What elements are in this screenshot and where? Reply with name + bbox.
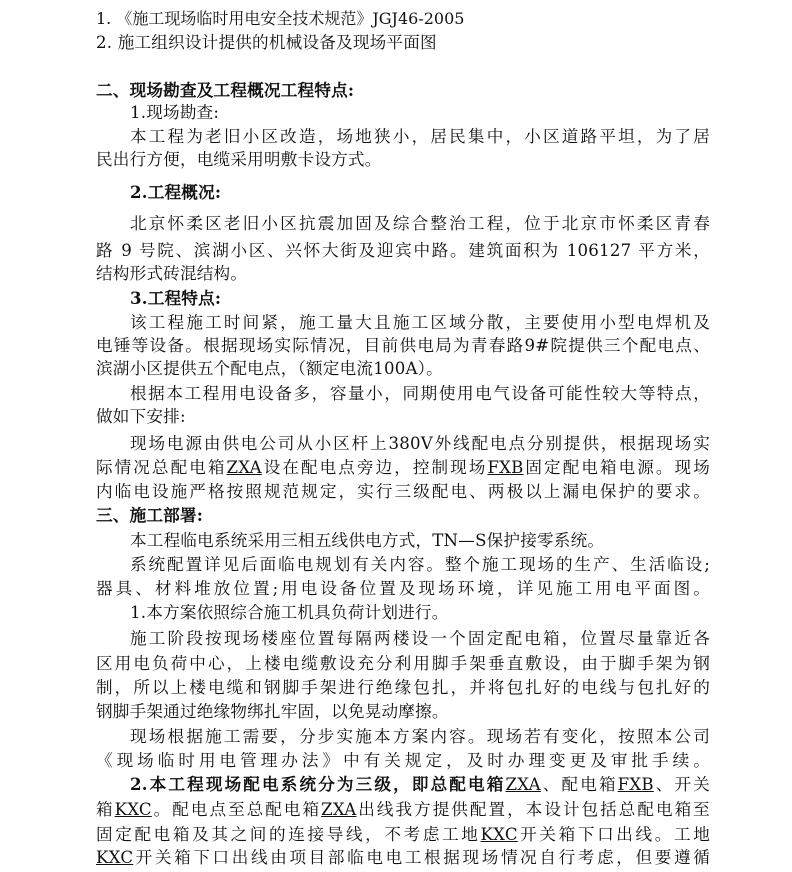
paragraph-line: 《现场临时用电管理办法》中有关规定，及时办理变更及审批手续。 (96, 751, 710, 770)
term-fxb: FXB (617, 775, 654, 794)
paragraph-line: 滨湖小区提供五个配电点，（额定电流100A）。 (96, 359, 443, 378)
subheading-overview: 2.工程概况: (130, 182, 222, 202)
reference-2: 2. 施工组织设计提供的机械设备及现场平面图 (96, 33, 437, 52)
subheading-features: 3.工程特点: (130, 288, 222, 308)
subheading-site-survey: 1.现场勘查: (130, 103, 220, 122)
paragraph-line: 钢脚手架通过绝缘物绑扎牢固，以免晃动摩擦。 (96, 702, 449, 721)
paragraph-line: 固定配电箱及其之间的连接导线，不考虑工地KXC开关箱下口出线。工地 (96, 825, 711, 844)
paragraph-line: 区用电负荷中心，上楼电缆敷设充分利用脚手架垂直敷设，由于脚手架为钢 (96, 654, 710, 673)
paragraph-line: 本工程为老旧小区改造，场地狭小，居民集中，小区道路平坦，为了居 (130, 127, 710, 146)
paragraph-line: 做如下安排: (96, 407, 186, 426)
term-zxa: ZXA (505, 775, 541, 794)
paragraph-line: 箱KXC。配电点至总配电箱ZXA出线我方提供配置，本设计包括总配电箱至 (96, 800, 710, 819)
paragraph-line: 系统配置详见后面临电规划有关内容。整个施工现场的生产、生活临设; (130, 555, 710, 574)
paragraph-line: 该工程施工时间紧，施工量大且施工区域分散，主要使用小型电焊机及 (130, 313, 710, 332)
paragraph-line: 北京怀柔区老旧小区抗震加固及综合整治工程，位于北京市怀柔区青春 (130, 214, 710, 233)
paragraph-line: 电锤等设备。根据现场实际情况，目前供电局为青春路9#院提供三个配电点、 (96, 336, 710, 355)
paragraph-line: KXC开关箱下口出线由项目部临电电工根据现场情况自行考虑，但要遵循 (96, 848, 710, 867)
term-zxa: ZXA (321, 800, 357, 819)
reference-1: 1. 《施工现场临时用电安全技术规范》JGJ46-2005 (96, 9, 465, 28)
paragraph-line: 施工阶段按现场楼座位置每隔两楼设一个固定配电箱，位置尽量靠近各 (130, 629, 710, 648)
paragraph-line: 结构形式砖混结构。 (96, 264, 248, 283)
paragraph-line: 本工程临电系统采用三相五线供电方式，TN—S保护接零系统。 (130, 531, 605, 550)
paragraph-line: 器具、材料堆放位置;用电设备位置及现场环境，详见施工用电平面图。 (96, 579, 710, 598)
section-heading-2: 二、现场勘查及工程概况工程特点: (96, 80, 355, 100)
term-fxb: FXB (487, 458, 524, 477)
paragraph-line: 现场根据施工需要，分步实施本方案内容。现场若有变化，按照本公司 (130, 727, 710, 746)
paragraph-line: 际情况总配电箱ZXA设在配电点旁边，控制现场FXB固定配电箱电源。现场 (96, 458, 710, 477)
section-heading-3: 三、施工部署: (96, 505, 204, 525)
term-zxa: ZXA (226, 458, 262, 477)
term-kxc: KXC (114, 800, 152, 819)
paragraph-line: 民出行方便，电缆采用明敷卡设方式。 (96, 150, 382, 169)
paragraph-line: 根据本工程用电设备多，容量小，同期使用电气设备可能性较大等特点， (130, 384, 710, 403)
subheading-plan-basis: 1.本方案依照综合施工机具负荷计划进行。 (130, 603, 449, 622)
paragraph-line: 制，所以上楼电缆和钢脚手架进行绝缘包扎，并将包扎好的电线与包扎好的 (96, 678, 710, 697)
paragraph-line: 现场电源由供电公司从小区杆上380V外线配电点分别提供，根据现场实 (130, 434, 710, 453)
term-kxc: KXC (96, 848, 134, 867)
term-kxc: KXC (480, 825, 518, 844)
paragraph-line: 2.本工程现场配电系统分为三级，即总配电箱ZXA、配电箱FXB、开关 (130, 774, 710, 794)
paragraph-line: 路 9 号院、滨湖小区、兴怀大街及迎宾中路。建筑面积为 106127 平方米， (96, 241, 710, 260)
paragraph-line: 内临电设施严格按照规范规定，实行三级配电、两极以上漏电保护的要求。 (96, 482, 710, 501)
